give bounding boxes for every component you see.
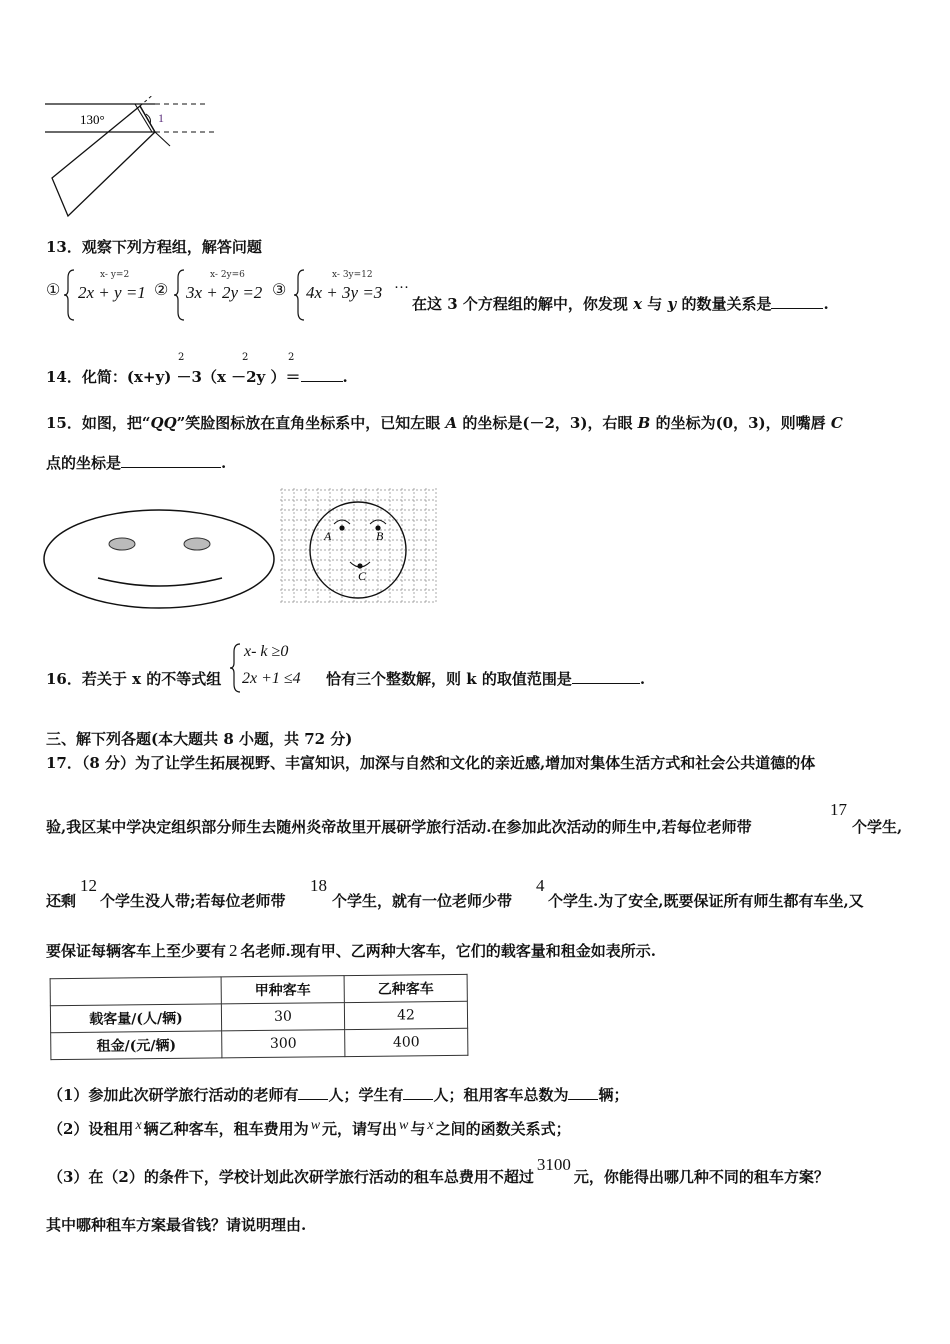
parallel-lines-figure	[40, 96, 230, 226]
q17-line3-d: 个学生.为了安全,既要保证所有师生都有车坐,又	[548, 892, 864, 910]
angle-label-130: 130°	[80, 112, 105, 127]
q14-question: 14．化简：(x+y) －3（x －2y ）＝ .	[46, 368, 348, 386]
label-a: A	[324, 529, 332, 543]
table-header-cell: 乙种客车	[344, 974, 467, 1002]
q13-label-2: ②	[154, 282, 169, 299]
q13-sys1-bottom: 2x + y =1	[78, 283, 146, 302]
q17-number-18: 18	[310, 876, 327, 895]
q13-sys2-bottom: 3x + 2y =2	[186, 283, 263, 302]
q13-sys1-top: x- y=2	[100, 270, 130, 280]
q13-answer-blank[interactable]	[771, 308, 823, 309]
brace-icon	[64, 268, 76, 322]
label-b: B	[376, 529, 384, 543]
brace-icon	[230, 642, 242, 694]
table-cell: 30	[221, 1003, 344, 1031]
brace-icon	[294, 268, 306, 322]
q17-line3-c: 个学生，就有一位老师少带	[332, 892, 513, 910]
coordinate-grid-figure	[280, 488, 440, 608]
q14-answer-blank[interactable]	[301, 381, 343, 382]
q13-sys3-top: x- 3y=12	[332, 270, 373, 280]
mouth	[98, 578, 222, 586]
brace-icon	[174, 268, 186, 322]
q17-part4: 其中哪种租车方案最省钱？请说明理由.	[46, 1216, 307, 1234]
q17-line3-a: 还剩	[46, 892, 77, 910]
q15-line1: 15．如图，把“QQ”笑脸图标放在直角坐标系中，已知左眼 A 的坐标是(－2，3)，右眼 B 的坐标为(0，3)，则嘴唇 C	[46, 414, 843, 432]
q17-part2: （2）设租用 x 辆乙种客车，租车费用为 w 元，请写出 w 与 x 之间的函数关系式；	[48, 1118, 571, 1138]
q13-question: 在这 3 个方程组的解中，你发现 x 与 y 的数量关系是 .	[412, 295, 829, 313]
right-eye	[184, 538, 210, 550]
q16-inequality-1: x- k ≥0	[244, 643, 289, 660]
table-cell: 载客量/(人/辆)	[50, 1004, 221, 1033]
q16-inequality-2: 2x +1 ≤4	[242, 670, 301, 687]
left-eye	[109, 538, 135, 550]
q17-number-12: 12	[80, 876, 97, 895]
q17-line2-end: 个学生,	[852, 818, 903, 836]
q13-heading: 13．观察下列方程组，解答问题	[46, 238, 262, 256]
q13-systems	[46, 268, 416, 322]
table-row	[51, 1028, 468, 1059]
q17-number-17: 17	[830, 800, 847, 819]
q13-ellipsis: ···	[394, 280, 409, 296]
q14-exponent: 2	[178, 352, 185, 363]
rental-table-wrapper	[50, 974, 469, 1060]
q17-line2: 验,我区某中学决定组织部分师生去随州炎帝故里开展研学旅行活动.在参加此次活动的师生中,若每位老师带	[46, 818, 752, 836]
point-c	[357, 563, 362, 568]
smiley-face-figure	[42, 508, 278, 610]
q17-students-blank[interactable]	[403, 1099, 433, 1100]
q16-answer-blank[interactable]	[572, 683, 640, 684]
label-c: C	[358, 569, 367, 583]
point-a	[339, 525, 344, 530]
q16-question: 恰有三个整数解，则 k 的取值范围是 .	[326, 670, 646, 688]
q13-sys3-bottom: 4x + 3y =3	[306, 283, 383, 302]
table-cell: 300	[222, 1030, 345, 1058]
q15-answer-blank[interactable]	[121, 467, 221, 468]
q13-sys2-top: x- 2y=6	[210, 270, 245, 280]
q17-line3-b: 个学生没人带;若每位老师带	[100, 892, 286, 910]
q17-number-4: 4	[536, 876, 545, 895]
table-cell: 400	[345, 1028, 468, 1056]
q14-exponent: 2	[242, 352, 249, 363]
angle-label-1: 1	[158, 111, 164, 125]
q15-line2: 点的坐标是 .	[46, 454, 227, 472]
q17-line1: 17．（8 分）为了让学生拓展视野、丰富知识，加深与自然和文化的亲近感,增加对集体生活方式和社会公共道德的体	[46, 754, 816, 772]
q17-part3: （3）在（2）的条件下，学校计划此次研学旅行活动的租车总费用不超过3100元，你能得出哪几种不同的租车方案？	[48, 1155, 829, 1186]
table-cell: 租金/(元/辆)	[51, 1031, 222, 1060]
q17-part1: （1）参加此次研学旅行活动的老师有 人；学生有 人；租用客车总数为 辆；	[48, 1086, 629, 1104]
table-header-cell	[50, 977, 221, 1006]
q13-label-1: ①	[46, 282, 61, 299]
q17-line4: 要保证每辆客车上至少要有 2 名老师.现有甲、乙两种大客车，它们的载客量和租金如表所示.	[46, 941, 656, 960]
table-cell: 42	[344, 1001, 467, 1029]
table-header-cell: 甲种客车	[221, 976, 344, 1004]
q17-buses-blank[interactable]	[568, 1099, 598, 1100]
section-title: 三、解下列各题(本大题共 8 小题，共 72 分)	[46, 730, 353, 748]
rental-table	[50, 974, 469, 1060]
q16-pre: 16．若关于 x 的不等式组	[46, 670, 222, 688]
q13-label-3: ③	[272, 282, 287, 299]
q14-exponent: 2	[288, 352, 295, 363]
q17-teachers-blank[interactable]	[298, 1099, 328, 1100]
